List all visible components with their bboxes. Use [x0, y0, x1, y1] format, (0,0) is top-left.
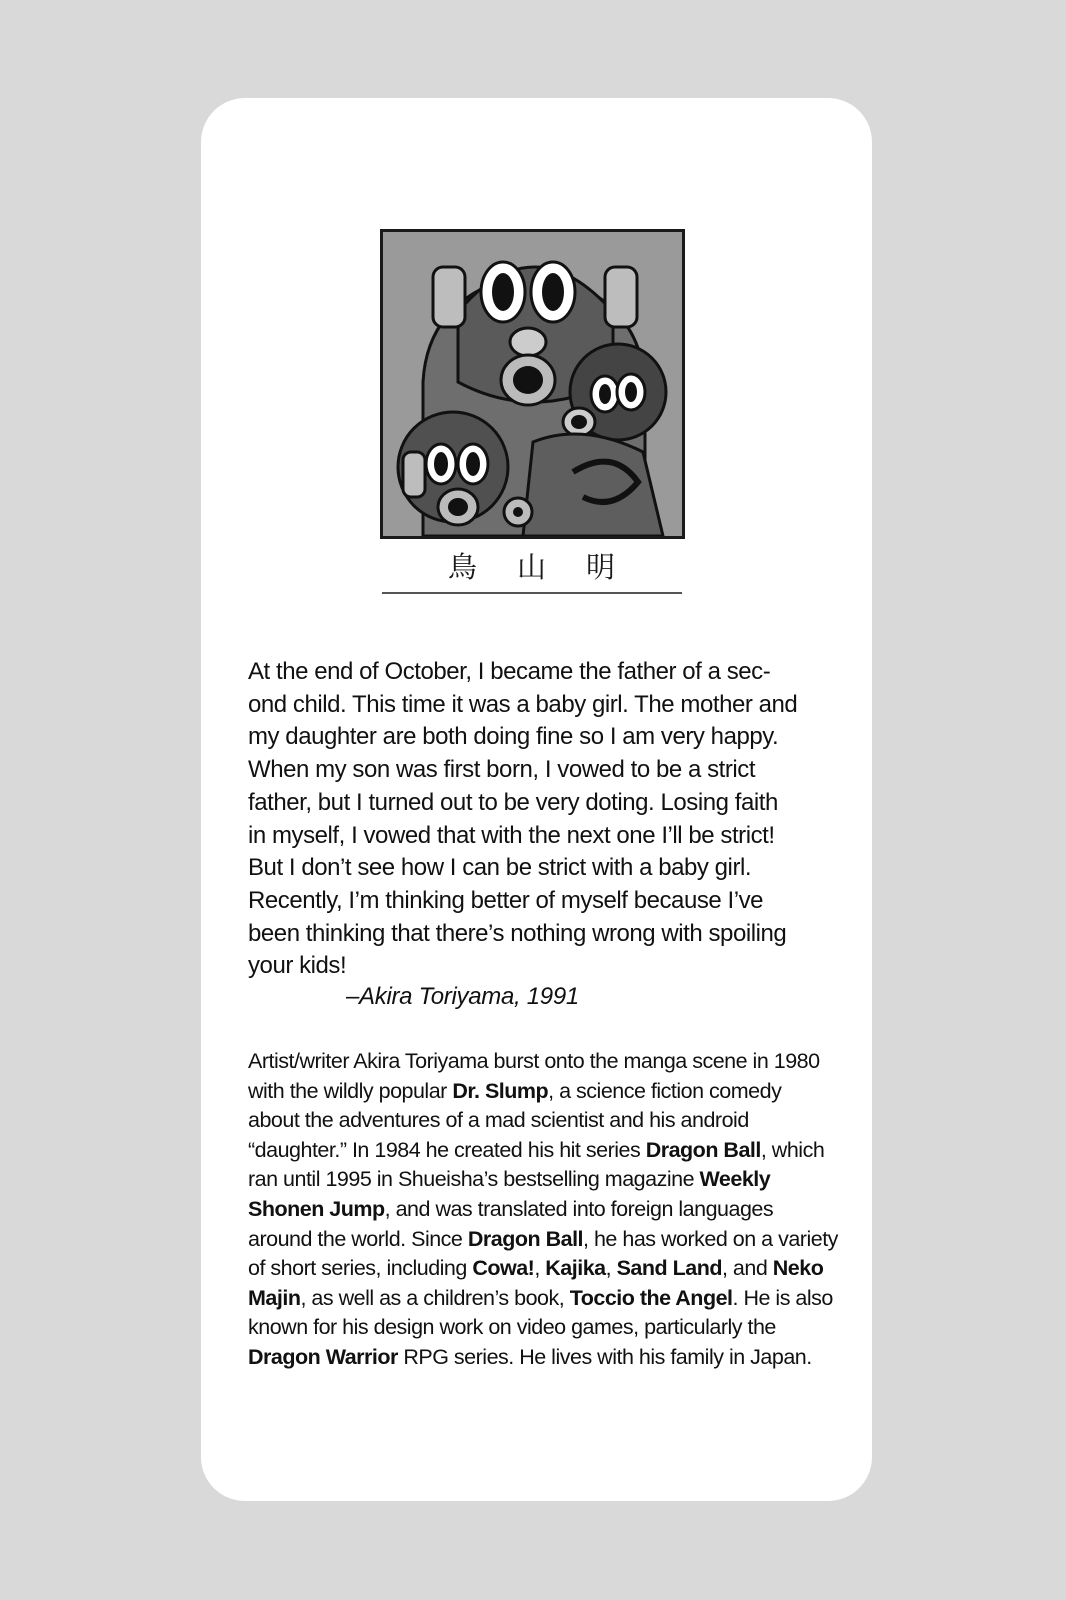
bio-title: Kajika [545, 1256, 606, 1281]
bio-text: . He is also known for his design work on video games, particularly the [248, 1285, 833, 1340]
quote-signature: –Akira Toriyama, 1991 [346, 983, 579, 1010]
bio-text: , which ran until 1995 in Shueisha’s bestselling magazine [248, 1137, 825, 1192]
quote-line: in myself, I vowed that with the next one I’ll be strict! [248, 821, 775, 849]
bio-text: Artist/writer Akira Toriyama burst onto the manga scene in 1980 with the wildly popular [248, 1049, 820, 1103]
quote-line: been thinking that there’s nothing wrong with spoiling [248, 919, 787, 947]
bio-text: , [605, 1256, 617, 1281]
bio-text: , [534, 1256, 546, 1281]
bio-title: Toccio the Angel [569, 1285, 733, 1310]
quote-line: father, but I turned out to be very doting. Losing faith [248, 788, 778, 816]
bio-text: RPG series. He lives with his family in Japan. [397, 1344, 812, 1369]
bio-title: Dragon Ball [467, 1226, 584, 1251]
bio-text: , he has worked on a variety of short series, including [248, 1226, 838, 1281]
bio-title: Weekly Shonen Jump [248, 1167, 771, 1221]
quote-line: my daughter are both doing fine so I am very happy. [248, 723, 779, 751]
bio-paragraph [248, 1047, 838, 1373]
divider [382, 592, 682, 594]
bio-text: , and was translated into foreign languages around the world. Since [248, 1196, 774, 1251]
bio-title: Dragon Ball [645, 1137, 761, 1162]
bio-title: Sand Land [616, 1256, 722, 1281]
quote-line: Recently, I’m thinking better of myself because I’ve [248, 886, 764, 914]
bio-text: , a science fiction comedy about the adventures of a mad scientist and his android “daughter.” In 1984 he created his hit series [248, 1078, 782, 1162]
author-bio [248, 1047, 838, 1373]
quote-line: But I don’t see how I can be strict with a baby girl. [248, 854, 752, 882]
quote-line: your kids! [248, 952, 347, 980]
bio-text: , and [721, 1256, 773, 1281]
bio-title: Cowa! [472, 1256, 535, 1281]
quote-line: When my son was first born, I vowed to be a strict [248, 756, 756, 784]
quote-line: ond child. This time it was a baby girl. The mother and [248, 690, 798, 718]
quote-line: At the end of October, I became the father of a sec- [248, 658, 771, 685]
bio-title: Dr. Slump [452, 1078, 549, 1103]
bio-text: , as well as a children’s book, [300, 1285, 570, 1310]
author-quote [248, 656, 848, 983]
author-name-kanji: 鳥山明 [447, 550, 655, 584]
bio-title: Neko Majin [248, 1256, 824, 1310]
gas-mask-family-drawing [383, 232, 682, 536]
author-portrait-illustration [380, 229, 685, 539]
bio-title: Dragon Warrior [248, 1344, 398, 1369]
